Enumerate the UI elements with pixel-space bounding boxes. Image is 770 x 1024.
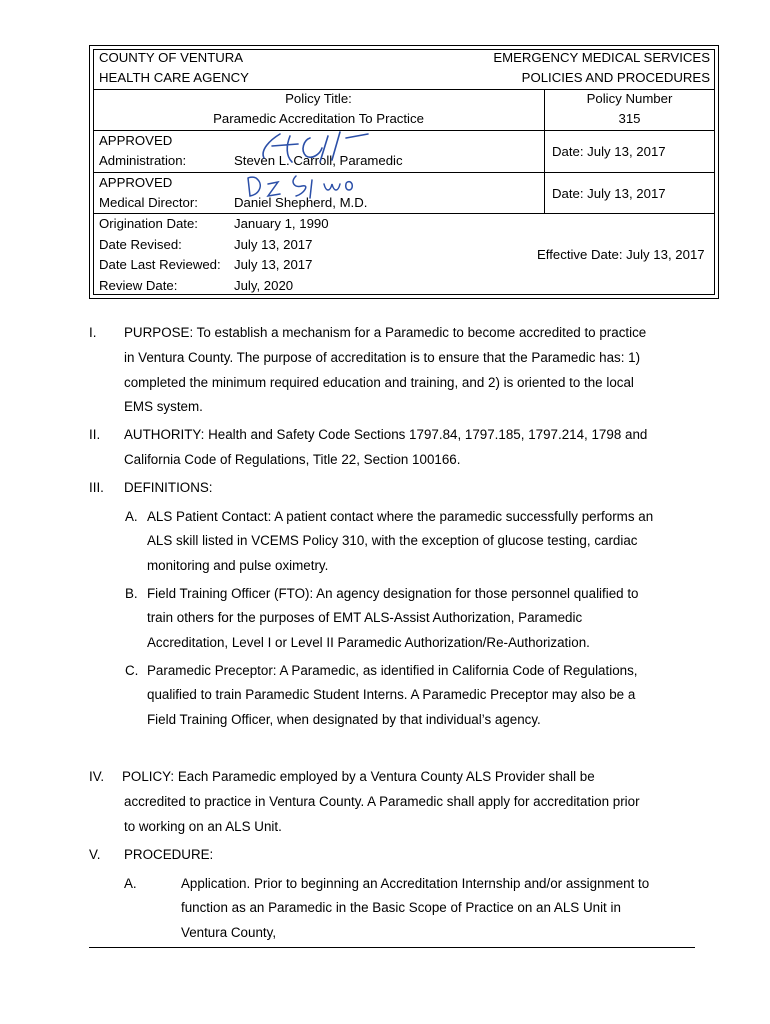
origination-value: January 1, 1990 [234, 216, 329, 231]
section-purpose-line: in Ventura County. The purpose of accreditation is to ensure that the Paramedic has: 1) [124, 350, 641, 365]
policy-number: 315 [618, 111, 641, 126]
medical-director-signature [240, 170, 370, 202]
section-purpose-line: EMS system. [124, 399, 203, 414]
last-reviewed-value: July 13, 2017 [234, 257, 313, 272]
origination-label: Origination Date: [99, 216, 198, 231]
header-rule [93, 213, 715, 214]
header-rule [93, 172, 715, 173]
definition-line: Field Training Officer (FTO): An agency designation for those personnel qualified to [147, 586, 639, 601]
approved1-date: Date: July 13, 2017 [552, 144, 666, 159]
approved2-name: Daniel Shepherd, M.D. [234, 195, 368, 210]
administrator-signature [250, 128, 390, 168]
section-authority-line: AUTHORITY: Health and Safety Code Sections 1797.84, 1797.185, 1797.214, 1798 and [124, 427, 648, 442]
definition-line: Field Training Officer, when designated by that individual’s agency. [147, 712, 541, 727]
section-purpose-line: PURPOSE: To establish a mechanism for a Paramedic to become accredited to practice [124, 325, 647, 340]
review-label: Review Date: [99, 278, 178, 293]
approved2-date: Date: July 13, 2017 [552, 186, 666, 201]
section-definitions-title: DEFINITIONS: [124, 480, 213, 495]
procedure-line: Application. Prior to beginning an Accreditation Internship and/or assignment to [181, 876, 650, 891]
procedure-label: A. [124, 876, 137, 891]
dept-line1: EMERGENCY MEDICAL SERVICES [493, 50, 710, 65]
definition-line: train others for the purposes of EMT ALS-Assist Authorization, Paramedic [147, 610, 583, 625]
section-number: III. [89, 480, 104, 495]
policy-number-label: Policy Number [586, 91, 673, 106]
section-number: IV. [89, 769, 105, 784]
definition-line: ALS skill listed in VCEMS Policy 310, with the exception of glucose testing, cardiac [147, 533, 638, 548]
definition-line: Paramedic Preceptor: A Paramedic, as identified in California Code of Regulations, [147, 663, 638, 678]
procedure-line: Ventura County, [181, 925, 277, 940]
revised-label: Date Revised: [99, 237, 182, 252]
approved1-role: Administration: [99, 153, 187, 168]
review-value: July, 2020 [234, 278, 294, 293]
header-rule [544, 130, 545, 213]
header-rule [93, 89, 715, 90]
definition-line: Accreditation, Level I or Level II Paramedic Authorization/Re-Authorization. [147, 635, 590, 650]
last-reviewed-label: Date Last Reviewed: [99, 257, 221, 272]
definition-label: C. [125, 663, 139, 678]
section-purpose-line: completed the minimum required education and training, and 2) is oriented to the local [124, 375, 634, 390]
approved2-role: Medical Director: [99, 195, 198, 210]
section-procedure-title: PROCEDURE: [124, 847, 214, 862]
procedure-line: function as an Paramedic in the Basic Scope of Practice on an ALS Unit in [181, 900, 621, 915]
header-rule [93, 130, 715, 131]
section-number: V. [89, 847, 101, 862]
definition-line: monitoring and pulse oximetry. [147, 558, 329, 573]
definition-line: qualified to train Paramedic Student Interns. A Paramedic Preceptor may also be a [147, 687, 636, 702]
policy-title-label: Policy Title: [285, 91, 352, 106]
section-authority-line: California Code of Regulations, Title 22, Section 100166. [124, 452, 461, 467]
approved2-label: APPROVED [99, 175, 173, 190]
org-line2: HEALTH CARE AGENCY [99, 70, 249, 85]
section-number: II. [89, 427, 101, 442]
section-number: I. [89, 325, 97, 340]
section-policy-line: to working on an ALS Unit. [124, 819, 282, 834]
approved1-label: APPROVED [99, 133, 173, 148]
dept-line2: POLICIES AND PROCEDURES [521, 70, 710, 85]
section-policy-line: accredited to practice in Ventura County. A Paramedic shall apply for accreditation prior [124, 794, 640, 809]
definition-line: ALS Patient Contact: A patient contact where the paramedic successfully performs an [147, 509, 654, 524]
section-policy-line: POLICY: Each Paramedic employed by a Ventura County ALS Provider shall be [122, 769, 595, 784]
approved1-name: Steven L. Carroll, Paramedic [234, 153, 403, 168]
revised-value: July 13, 2017 [234, 237, 313, 252]
policy-title: Paramedic Accreditation To Practice [213, 111, 424, 126]
definition-label: B. [125, 586, 138, 601]
effective-date: Effective Date: July 13, 2017 [537, 247, 705, 262]
page-bottom-rule [89, 947, 695, 948]
org-line1: COUNTY OF VENTURA [99, 50, 244, 65]
definition-label: A. [125, 509, 138, 524]
